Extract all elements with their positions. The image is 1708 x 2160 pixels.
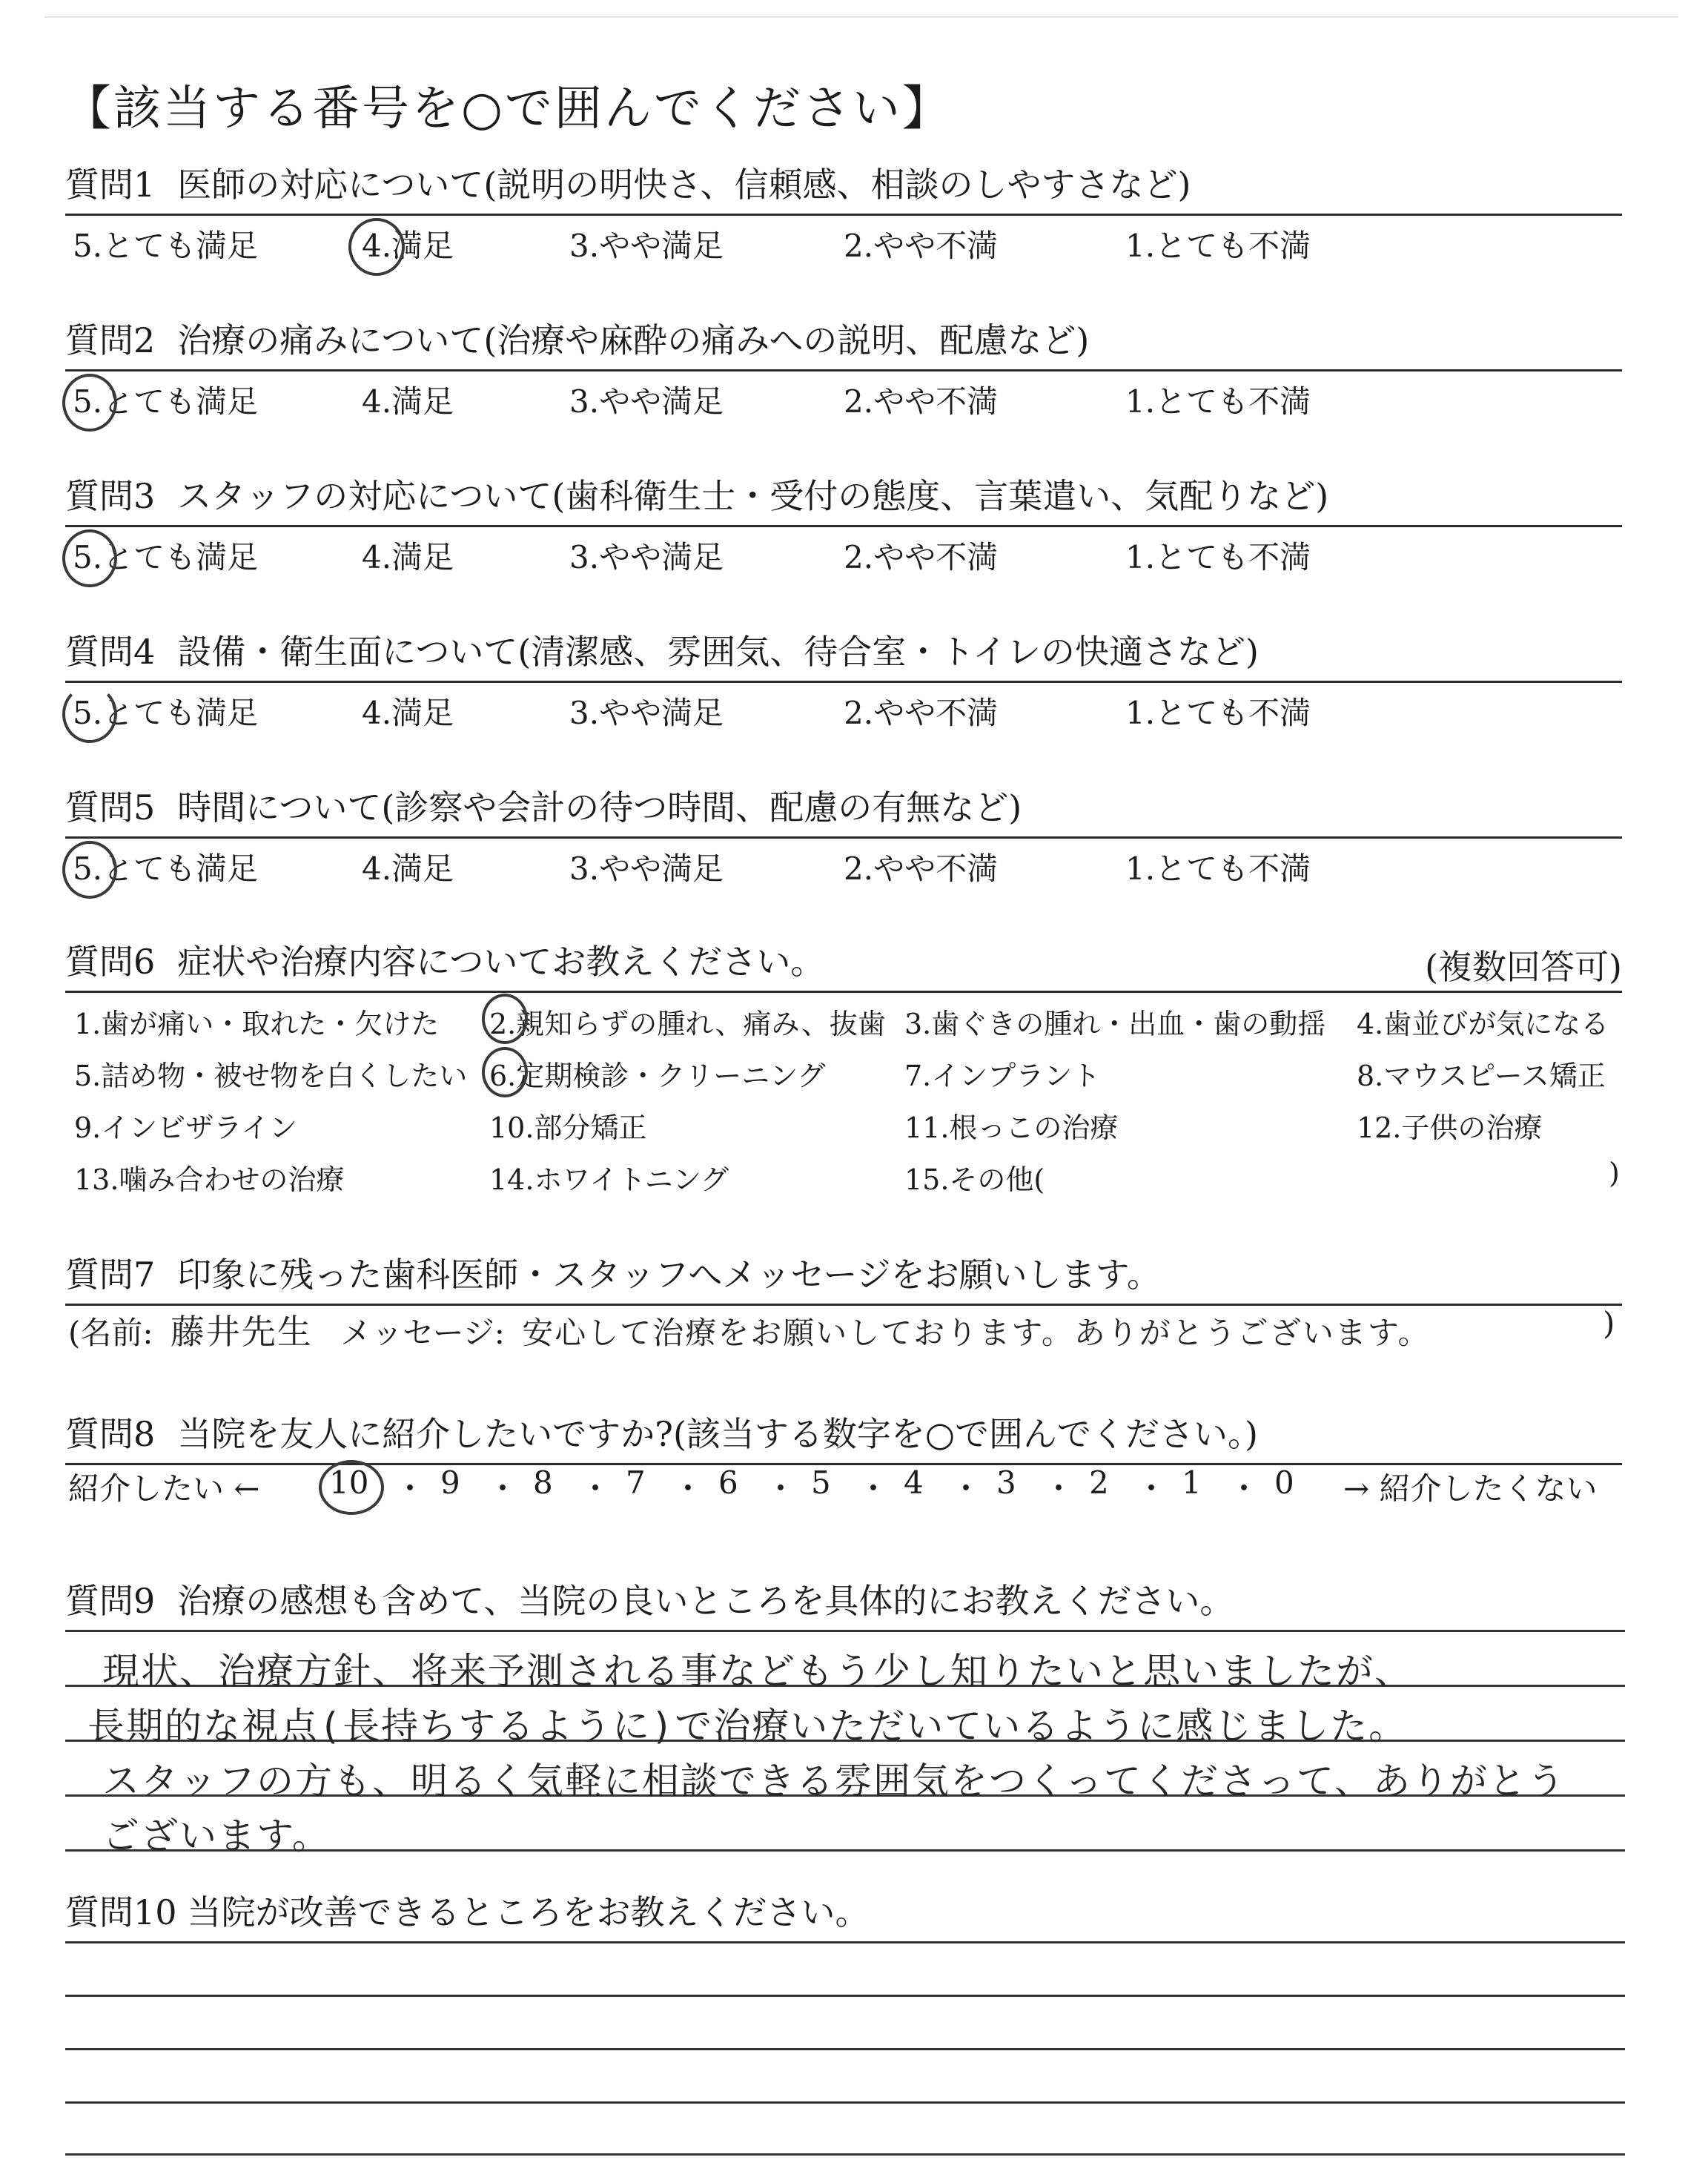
scale-3[interactable]: 3 [996,1464,1016,1501]
scale-dot: ・ [1228,1470,1260,1507]
rating-option-2[interactable]: 2.やや不満 [844,695,999,731]
message-line [68,1305,1625,1357]
rating-options [73,535,1629,580]
question-number: 質問10 [65,1892,177,1932]
rating-option-4[interactable]: 4.満足 [362,383,454,420]
rating-options [73,847,1629,891]
recommend-scale [68,1464,1625,1509]
selection-circle [348,218,405,276]
page-top-edge [44,16,1678,18]
question-1 [65,163,1622,264]
rating-option-4[interactable]: 4.満足 [362,539,454,575]
form-header: 【該当する番号を○で囲んでください】 [64,82,952,136]
answer-line [65,2048,1625,2050]
question-text: 設備・衛生面について(清潔感、雰囲気、待合室・トイレの快適さなど) [177,632,1259,672]
question-title [65,1253,1622,1296]
selection-circle [482,994,528,1044]
rating-option-3[interactable]: 3.やや満足 [569,383,724,420]
rating-option-5[interactable]: 5.とても満足 [73,695,259,731]
scale-9[interactable]: 9 [440,1464,460,1501]
question-title [65,319,1622,362]
answer-text-line: スタッフの方も、明るく気軽に相談できる雰囲気をつくってくださって、ありがとう [102,1760,1566,1803]
rating-option-3[interactable]: 3.やや満足 [569,539,724,575]
rating-option-4[interactable]: 4.満足 [362,851,454,887]
other-close-paren: ) [1609,1157,1620,1189]
scale-dot: ・ [765,1470,797,1507]
answer-line [65,1630,1625,1632]
rating-option-3[interactable]: 3.やや満足 [569,851,724,887]
symptom-option-15[interactable]: 15.その他( [904,1163,1045,1196]
title-rule [65,681,1622,683]
question-text: 治療の痛みについて(治療や麻酔の痛みへの説明、配慮など) [177,320,1090,360]
rating-option-3[interactable]: 3.やや満足 [569,228,724,264]
symptom-option-7[interactable]: 7.インプラント [904,1060,1101,1092]
question-text: スタッフの対応について(歯科衛生士・受付の態度、言葉遣い、気配りなど) [177,476,1329,516]
rating-option-5[interactable]: 5.とても満足 [73,383,259,420]
question-8 [65,1413,1622,1456]
scale-left-label: 紹介したい ← [68,1470,260,1507]
rating-option-5[interactable]: 5.とても満足 [73,539,259,575]
scale-4[interactable]: 4 [904,1464,924,1501]
question-number: 質問8 [65,1414,156,1454]
rating-option-1[interactable]: 1.とても不満 [1125,228,1311,264]
answer-line [65,2101,1625,2104]
question-text: 当院が改善できるところをお教えください。 [187,1892,870,1932]
question-number: 質問1 [65,165,156,205]
question-title [65,163,1622,206]
message-label: メッセージ: [340,1315,505,1351]
rating-option-2[interactable]: 2.やや不満 [844,851,999,887]
scale-0[interactable]: 0 [1274,1464,1294,1501]
question-text: 印象に残った歯科医師・スタッフへメッセージをお願いします。 [177,1255,1161,1295]
rating-option-1[interactable]: 1.とても不満 [1125,539,1311,575]
scale-dot: ・ [487,1470,519,1507]
rating-option-1[interactable]: 1.とても不満 [1125,851,1311,887]
symptom-option-3[interactable]: 3.歯ぐきの腫れ・出血・歯の動揺 [904,1008,1326,1040]
question-6 [65,940,1622,987]
question-text: 時間について(診察や会計の待つ時間、配慮の有無など) [177,787,1022,828]
symptom-option-5[interactable]: 5.詰め物・被せ物を白くしたい [74,1060,468,1092]
q10-answer-area[interactable] [65,1891,1625,2158]
rating-option-3[interactable]: 3.やや満足 [569,695,724,731]
question-title [65,475,1622,518]
symptom-option-10[interactable]: 10.部分矯正 [489,1112,647,1144]
selection-circle [319,1460,384,1515]
question-title [65,786,1622,829]
scale-5[interactable]: 5 [811,1464,831,1501]
symptom-option-11[interactable]: 11.根っこの治療 [904,1112,1119,1144]
question-number: 質問3 [65,476,156,516]
scale-dot: ・ [1043,1470,1075,1507]
message-close-paren: ) [1603,1305,1615,1341]
question-number: 質問9 [65,1581,156,1621]
title-rule [65,369,1622,371]
rating-option-5[interactable]: 5.とても満足 [73,851,259,887]
scale-2[interactable]: 2 [1089,1464,1109,1501]
symptom-option-14[interactable]: 14.ホワイトニング [489,1163,729,1196]
rating-options [73,380,1629,424]
symptom-option-12[interactable]: 12.子供の治療 [1357,1112,1543,1144]
rating-option-2[interactable]: 2.やや不満 [844,383,999,420]
answer-text-line: 長期的な視点(長持ちするように)で治療いただいているように感じました。 [87,1705,1408,1748]
rating-option-2[interactable]: 2.やや不満 [844,228,999,264]
question-2 [65,319,1622,420]
symptom-option-4[interactable]: 4.歯並びが気になる [1357,1008,1609,1040]
selection-circle [62,841,117,899]
q9-answer-area[interactable] [65,1579,1625,1857]
answer-text-line: 現状、治療方針、将来予測される事などもう少し知りたいと思いましたが、 [102,1650,1413,1693]
rating-option-4[interactable]: 4.満足 [362,695,454,731]
scale-dot: ・ [394,1470,426,1507]
scale-dot: ・ [672,1470,704,1507]
question-number: 質問2 [65,320,156,360]
rating-options [73,224,1629,268]
symptom-option-1[interactable]: 1.歯が痛い・取れた・欠けた [74,1008,440,1040]
question-3 [65,475,1622,575]
question-4 [65,630,1622,731]
rating-options [73,691,1629,736]
question-number: 質問6 [65,942,156,982]
scale-7[interactable]: 7 [626,1464,646,1501]
selection-circle [62,685,117,743]
question-text: 医師の対応について(説明の明快さ、信頼感、相談のしやすさなど) [177,165,1191,205]
answer-text-line: ございます。 [102,1814,331,1857]
scale-dot: ・ [1136,1470,1168,1507]
question-7 [65,1253,1622,1296]
scale-8[interactable]: 8 [533,1464,553,1501]
title-rule [65,214,1622,216]
answer-line [65,1941,1625,1943]
symptom-option-6[interactable]: 6.定期検診・クリーニング [489,1060,826,1092]
selection-circle [62,529,117,587]
question-title [65,1413,1622,1456]
title-rule [65,991,1622,993]
answer-line [65,2153,1625,2156]
question-text: 症状や治療内容についてお教えください。 [177,942,825,982]
question-number: 質問5 [65,787,156,828]
symptom-option-9[interactable]: 9.インビザライン [74,1112,298,1144]
name-value[interactable]: 藤井先生 [170,1312,313,1352]
scale-dot: ・ [950,1470,982,1507]
scale-10[interactable]: 10 [329,1464,369,1501]
scale-dot: ・ [580,1470,612,1507]
title-rule [65,525,1622,527]
symptom-option-13[interactable]: 13.噛み合わせの治療 [74,1163,345,1196]
rating-option-1[interactable]: 1.とても不満 [1125,695,1311,731]
question-title [65,630,1622,673]
question-text: 当院を友人に紹介したいですか?(該当する数字を○で囲んでください。) [177,1414,1258,1454]
scale-right-label: → 紹介したくない [1343,1470,1598,1507]
question-text: 治療の感想も含めて、当院の良いところを具体的にお教えください。 [177,1581,1234,1621]
selection-circle [62,374,117,432]
selection-circle [482,1047,528,1097]
title-rule [65,836,1622,839]
rating-option-2[interactable]: 2.やや不満 [844,539,999,575]
symptom-option-2[interactable]: 2.親知らずの腫れ、痛み、抜歯 [489,1008,886,1040]
scale-dot: ・ [858,1470,890,1507]
rating-option-1[interactable]: 1.とても不満 [1125,383,1311,420]
multiple-answer-note: (複数回答可) [1425,947,1622,987]
answer-line [65,1995,1625,1997]
rating-option-5[interactable]: 5.とても満足 [73,228,259,264]
rating-option-4[interactable]: 4.満足 [362,228,454,264]
question-5 [65,786,1622,887]
message-value[interactable]: 安心して治療をお願いしております。ありがとうございます。 [522,1315,1431,1351]
symptom-options [74,1001,1631,1223]
question-number: 質問7 [65,1255,156,1295]
question-title [65,940,1622,983]
question-number: 質問4 [65,632,156,672]
scale-6[interactable]: 6 [718,1464,738,1501]
scale-1[interactable]: 1 [1182,1464,1202,1501]
symptom-option-8[interactable]: 8.マウスピース矯正 [1357,1060,1606,1092]
name-label: (名前: [68,1315,153,1351]
